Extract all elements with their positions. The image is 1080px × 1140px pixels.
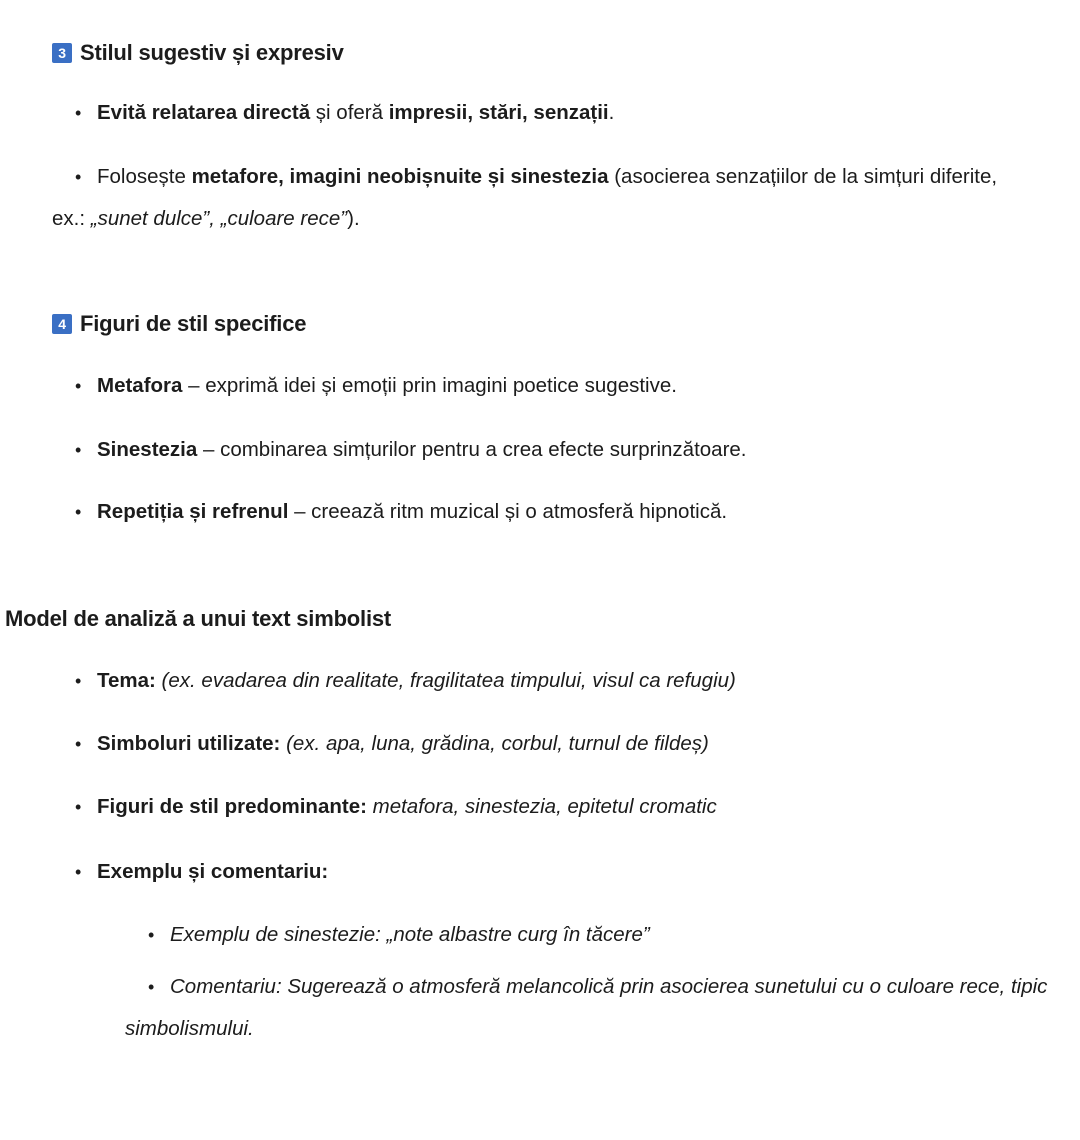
model-item-figuri: • Figuri de stil predominante: metafora, sinestezia, epitetul cromatic	[75, 786, 717, 828]
model-item-exemplu: • Exemplu și comentariu:	[75, 851, 328, 893]
bullet: •	[75, 862, 82, 882]
bullet: •	[75, 103, 82, 123]
bullet: •	[75, 440, 82, 460]
model-heading	[5, 606, 391, 632]
model-subitem-comentariu: • Comentariu: Sugerează o atmosferă melancolică prin asocierea sunetului cu o culoare rece, tipic simbolismului.	[125, 966, 1055, 1050]
model-item-simboluri: • Simboluri utilizate: (ex. apa, luna, grădina, corbul, turnul de fildeș)	[75, 723, 709, 765]
model-item-tema: • Tema: (ex. evadarea din realitate, fragilitatea timpului, visul ca refugiu)	[75, 660, 736, 702]
bullet: •	[148, 977, 155, 997]
bullet: •	[75, 376, 82, 396]
section-4-item-repetitia: • Repetiția și refrenul – creează ritm muzical și o atmosferă hipnotică.	[75, 491, 727, 533]
model-subitem-exemplu-sinestezie: • Exemplu de sinestezie: „note albastre curg în tăcere”	[148, 914, 650, 956]
section-4-item-metafora: • Metafora – exprimă idei și emoții prin imagini poetice sugestive.	[75, 365, 677, 407]
number-4-badge: 4	[52, 314, 72, 334]
section-4-heading	[52, 311, 306, 337]
bullet: •	[75, 671, 82, 691]
number-3-badge: 3	[52, 43, 72, 63]
bullet: •	[75, 797, 82, 817]
section-3-heading	[52, 40, 344, 66]
bullet: •	[75, 734, 82, 754]
section-3-item-2: • Folosește metafore, imagini neobișnuite și sinestezia (asocierea senzațiilor de la simțuri diferite, ex.: „sunet dulce”, „culoare rece”).	[52, 156, 1032, 240]
bullet: •	[148, 925, 155, 945]
section-3-title: Stilul sugestiv și expresiv	[80, 40, 344, 65]
bullet: •	[75, 502, 82, 522]
model-title: Model de analiză a unui text simbolist	[5, 606, 392, 631]
bullet: •	[75, 167, 82, 187]
section-3-item-1: • Evită relatarea directă și oferă impresii, stări, senzații.	[75, 92, 614, 134]
section-4-title: Figuri de stil specifice	[80, 311, 307, 336]
section-4-item-sinestezia: • Sinestezia – combinarea simțurilor pentru a crea efecte surprinzătoare.	[75, 429, 747, 471]
